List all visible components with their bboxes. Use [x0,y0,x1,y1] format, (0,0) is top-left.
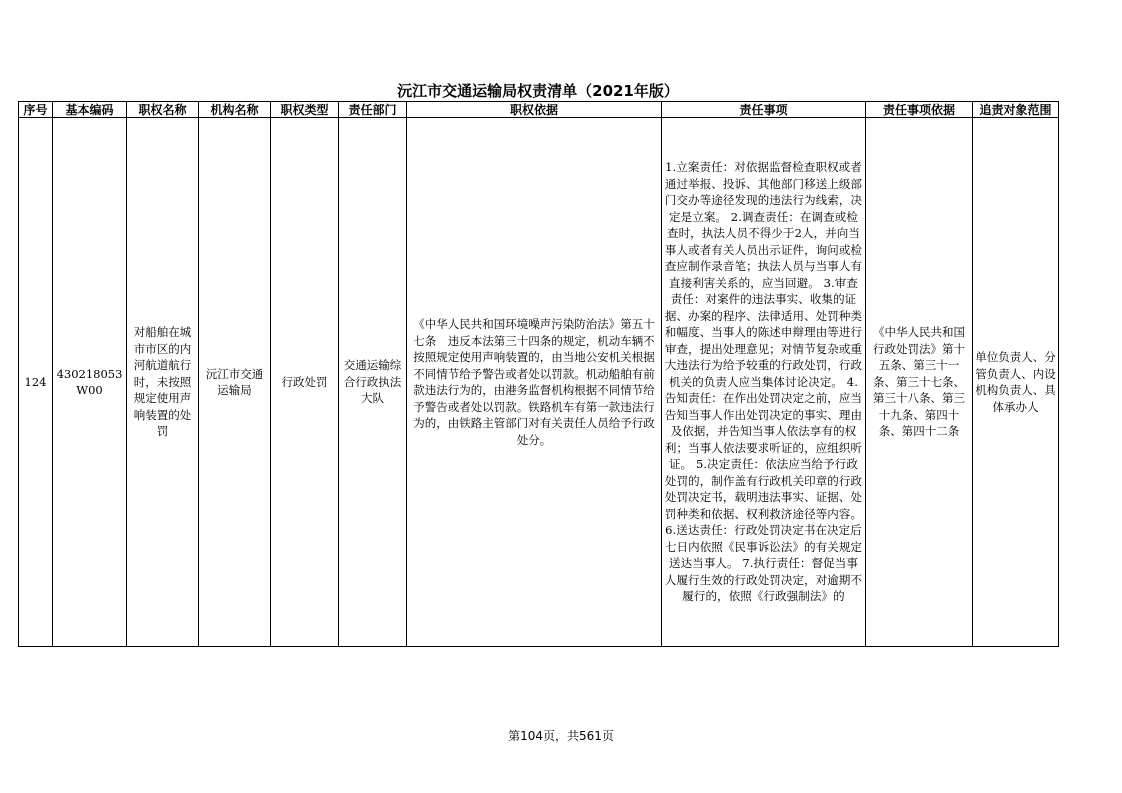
header-basis: 职权依据 [407,102,662,118]
header-row [19,102,1059,118]
page-footer: 第104页，共561页 [508,729,614,743]
cell-duty: 1.立案责任：对依据监督检查职权或者通过举报、投诉、其他部门移送上级部门交办等途径发现的违法行为线索，决定是立案。 2.调查责任：在调查或检查时，执法人员不得少于2人，并向当事人或者有关人员出示证件，询问或检查应制作录音笔；执法人员与当事人有直接利害关系的，应当回避。 3.审查责任：对案件的违法事实、收集的证据、办案的程序、法律适用、处罚种类和幅度、当事人的陈述申辩理由等进行审查，提出处理意见；对情节复杂或重大违法行为给予较重的行政处罚，行政机关的负责人应当集体讨论决定。 4.告知责任：在作出处罚决定之前，应当告知当事人作出处罚决定的事实、理由及依据，并告知当事人依法享有的权利；当事人依法要求听证的，应组织听证。 5.决定责任：依法应当给予行政处罚的，制作盖有行政机关印章的行政处罚决定书，载明违法事实、证据、处罚种类和依据、权利救济途径等内容。 6.送达责任：行政处罚决定书在决定后七日内依照《民事诉讼法》的有关规定送达当事人。 7.执行责任：督促当事人履行生效的行政处罚决定，对逾期不履行的，依照《行政强制法》的 [662,118,866,647]
cell-seq: 124 [19,118,53,647]
cell-duty-basis: 《中华人民共和国行政处罚法》第十五条、第三十一条、第三十七条、第三十八条、第三十九条、第四十条、第四十二条 [866,118,973,647]
header-code: 基本编码 [53,102,127,118]
header-dept: 责任部门 [339,102,407,118]
cell-org-name: 沅江市交通运输局 [199,118,271,647]
cell-dept: 交通运输综合行政执法大队 [339,118,407,647]
cell-power-type: 行政处罚 [271,118,339,647]
header-duty-basis: 责任事项依据 [866,102,973,118]
header-org-name: 机构名称 [199,102,271,118]
header-power-type: 职权类型 [271,102,339,118]
responsibility-table [18,101,1059,647]
page-title: 沅江市交通运输局权责清单（2021年版） [397,82,679,100]
cell-code: 430218053W00 [53,118,127,647]
header-accountability: 追责对象范围 [973,102,1059,118]
header-power-name: 职权名称 [127,102,199,118]
cell-power-name: 对船舶在城市市区的内河航道航行时，未按照规定使用声响装置的处罚 [127,118,199,647]
cell-basis: 《中华人民共和国环境噪声污染防治法》第五十七条 违反本法第三十四条的规定，机动车辆不按照规定使用声响装置的，由当地公安机关根据不同情节给予警告或者处以罚款。机动船舶有前款违法行为的，由港务监督机构根据不同情节给予警告或者处以罚款。铁路机车有第一款违法行为的，由铁路主管部门对有关责任人员给予行政处分。 [407,118,662,647]
header-duty: 责任事项 [662,102,866,118]
cell-accountability: 单位负责人、分管负责人、内设机构负责人、具体承办人 [973,118,1059,647]
table-row [19,118,1059,647]
header-seq: 序号 [19,102,53,118]
